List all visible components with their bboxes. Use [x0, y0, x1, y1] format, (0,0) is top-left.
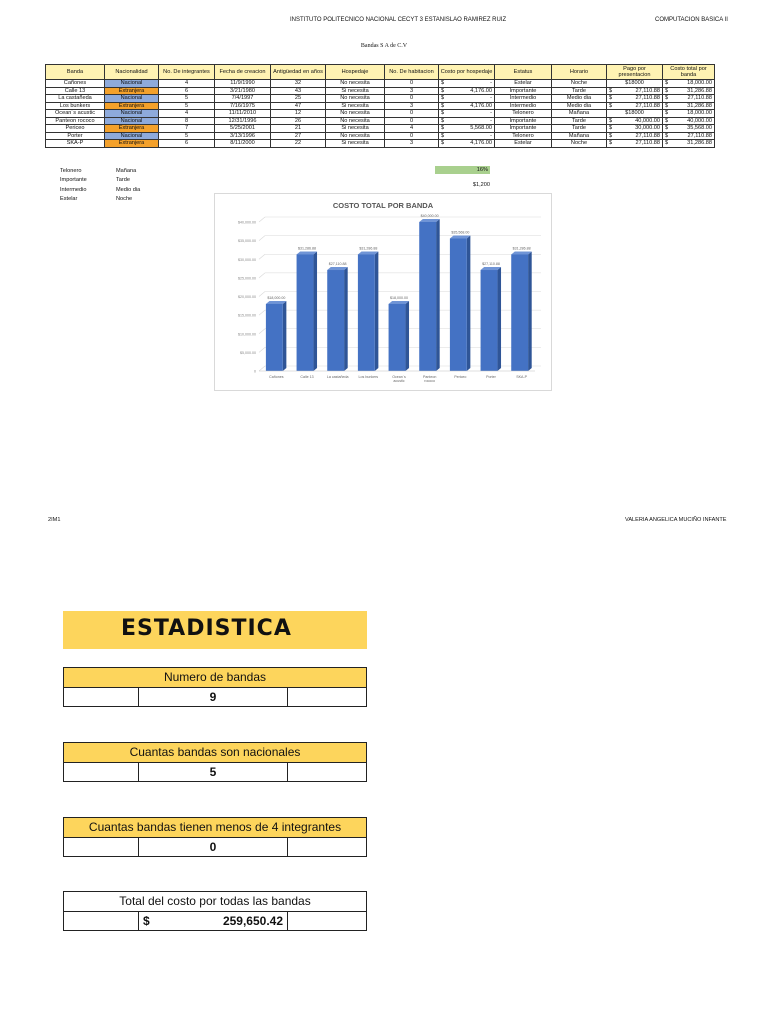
y-tick-label: $35,000.00: [238, 239, 256, 244]
cell-horario: Medio dia: [552, 95, 607, 103]
bar: [511, 254, 528, 371]
cell-hab: 3: [385, 140, 439, 148]
stat-small-bands: [63, 817, 367, 857]
cell-value: 18,000.00: [687, 110, 712, 116]
cell-estatus: Telonero: [495, 110, 552, 118]
cell-value: 4,176.00: [470, 140, 492, 146]
table-row: [46, 95, 715, 103]
cell-fecha: 11/11/2010: [215, 110, 271, 118]
bar-side: [528, 251, 532, 371]
cell-pago: $18000: [607, 110, 663, 118]
statistics-title: [63, 611, 367, 649]
currency-symbol: $: [665, 87, 669, 94]
cell-fecha: 7/16/1975: [215, 102, 271, 110]
grid-depth-line: [259, 273, 265, 278]
cell-costo: [439, 140, 495, 148]
cell-nac: Nacional: [105, 110, 159, 118]
bar-top: [266, 301, 286, 304]
currency-symbol: $: [609, 140, 613, 146]
cell-horario: Tarde: [552, 87, 607, 95]
cell-hab: 3: [385, 102, 439, 110]
cell-hosp: Si necesita: [326, 102, 385, 110]
cell-hosp: Si necesita: [326, 125, 385, 133]
column-header: Nacionalidad: [105, 65, 159, 80]
cell-fecha: 3/13/1996: [215, 132, 271, 140]
bar: [450, 239, 467, 371]
cell-pago: [607, 95, 663, 103]
cell-pago: $18000: [607, 80, 663, 88]
currency-symbol: $: [609, 95, 613, 101]
cell-hosp: Si necesita: [326, 87, 385, 95]
table-row: [46, 87, 715, 95]
bar: [297, 254, 314, 371]
legend-item: Medio dia: [116, 186, 141, 193]
currency-symbol: $: [665, 110, 669, 116]
currency-symbol: $: [609, 117, 613, 124]
y-tick-label: $30,000.00: [238, 257, 256, 262]
currency-symbol: $: [665, 95, 669, 101]
currency-symbol: $: [441, 102, 445, 109]
bar-side: [344, 267, 348, 371]
bar-side: [405, 301, 409, 371]
stat-label: Numero de bandas: [64, 668, 366, 688]
data-label: $18,000.00: [390, 295, 408, 300]
bar-top: [419, 219, 439, 222]
cell-pago: [607, 132, 663, 140]
cell-banda: La castañeda: [46, 95, 105, 103]
cell-horario: Medio dia: [552, 102, 607, 110]
cell-value: 5,568.00: [470, 125, 492, 131]
cell-hab: 3: [385, 87, 439, 95]
column-header: Costo total por banda: [663, 65, 715, 80]
cell-pago: [607, 87, 663, 95]
course-header: COMPUTACION BASICA II: [655, 17, 728, 23]
cell-banda: Cañones: [46, 80, 105, 88]
bar-side: [313, 251, 317, 371]
cell-banda: Calle 13: [46, 87, 105, 95]
cell-total: [663, 140, 715, 148]
bar-top: [327, 267, 347, 270]
legend-item: Telonero: [60, 168, 82, 174]
bar-side: [497, 267, 501, 371]
legend-item: Importante: [60, 177, 87, 184]
currency-symbol: $: [441, 87, 445, 94]
cell-estatus: Intermedio: [495, 102, 552, 110]
cell-pago: [607, 102, 663, 110]
cell-costo: [439, 102, 495, 110]
currency-symbol: $: [441, 125, 445, 131]
x-tick-label: Panteon rococo: [422, 375, 437, 384]
cell-hosp: No necesita: [326, 132, 385, 140]
y-tick-label: 0: [254, 369, 256, 374]
cell-int: 5: [159, 95, 215, 103]
bar: [389, 304, 406, 371]
cell-int: 5: [159, 102, 215, 110]
cell-costo: [439, 117, 495, 125]
cell-int: 6: [159, 87, 215, 95]
cell-pago: [607, 125, 663, 133]
cell-hosp: No necesita: [326, 80, 385, 88]
cell-estatus: Estelar: [495, 140, 552, 148]
legend-item: Estelar: [60, 195, 78, 202]
cell-nac: Nacional: [105, 95, 159, 103]
cell-value: 31,286.88: [687, 102, 712, 109]
cell-value: 27,110.88: [687, 132, 712, 139]
stat-number-of-bands: [63, 667, 367, 707]
currency-symbol: $: [665, 102, 669, 109]
stat-value: 0: [139, 838, 288, 856]
cell-total: [663, 125, 715, 133]
cell-value: 35,568.00: [687, 125, 712, 131]
cost-chart-svg: [215, 194, 551, 390]
bar-top: [358, 251, 378, 254]
x-tick-label: Ocean´s acustic: [392, 375, 406, 384]
column-header: Costo por hospedaje: [439, 65, 495, 80]
cell-ant: 12: [271, 110, 326, 118]
cell-banda: Porter: [46, 132, 105, 140]
cell-ant: 21: [271, 125, 326, 133]
cost-chart: [214, 193, 552, 391]
cell-costo: [439, 132, 495, 140]
cell-nac: Extranjera: [105, 87, 159, 95]
cell-int: 4: [159, 80, 215, 88]
cell-int: 7: [159, 125, 215, 133]
y-tick-label: $25,000.00: [238, 276, 256, 281]
cell-value: 27,110.88: [635, 87, 660, 94]
x-tick-label: Porter: [486, 375, 496, 379]
cell-ant: 32: [271, 80, 326, 88]
stat-national-bands: [63, 742, 367, 782]
total-amount: 259,650.42: [222, 914, 283, 928]
x-tick-label: SKA-P: [516, 375, 528, 379]
column-header: Hospedaje: [326, 65, 385, 80]
grid-depth-line: [259, 310, 265, 315]
table-row: [46, 80, 715, 88]
cell-fecha: 11/9/1990: [215, 80, 271, 88]
cell-total: [663, 80, 715, 88]
currency-symbol: $: [441, 117, 445, 124]
cell-value: 27,110.88: [635, 132, 660, 139]
table-header-row: [46, 65, 715, 80]
cell-horario: Noche: [552, 140, 607, 148]
column-header: No. De habitacion: [385, 65, 439, 80]
y-tick-label: $15,000.00: [238, 313, 256, 318]
group-label: 2IM1: [48, 517, 61, 523]
table-row: [46, 110, 715, 118]
stat-blank-cell: [288, 763, 366, 781]
bar: [419, 222, 436, 371]
cell-hab: 0: [385, 95, 439, 103]
currency-symbol: $: [609, 102, 613, 109]
cell-value: 27,110.88: [635, 102, 660, 109]
cell-hosp: No necesita: [326, 117, 385, 125]
cell-value: -: [490, 110, 492, 116]
cell-total: [663, 87, 715, 95]
cell-estatus: Importante: [495, 125, 552, 133]
bar-top: [511, 251, 531, 254]
bar-top: [297, 251, 317, 254]
data-label: $31,286.88: [359, 246, 378, 251]
grid-depth-line: [259, 217, 265, 222]
x-tick-label: Periceo: [454, 375, 467, 379]
currency-symbol: $: [441, 95, 445, 101]
schedule-legend: [116, 167, 140, 204]
cell-value: 4,176.00: [470, 102, 492, 109]
cell-pago: [607, 117, 663, 125]
x-tick-label: Calle 13: [300, 375, 314, 379]
stat-value: 9: [139, 688, 288, 706]
cell-hab: 0: [385, 132, 439, 140]
cell-banda: Periceo: [46, 125, 105, 133]
cell-value: 40,000.00: [687, 117, 712, 124]
cell-total: [663, 95, 715, 103]
bar: [327, 270, 344, 371]
cell-value: 4,176.00: [470, 87, 492, 94]
bar-top: [450, 236, 470, 239]
stat-blank-cell: [288, 912, 366, 930]
amount-cell: $1,200: [472, 182, 490, 188]
currency-symbol: $: [441, 110, 445, 116]
cell-costo: [439, 110, 495, 118]
data-label: $40,000.00: [420, 214, 439, 218]
y-tick-label: $10,000.00: [238, 332, 256, 337]
grid-depth-line: [259, 292, 265, 297]
cell-value: 27,110.88: [635, 95, 660, 101]
currency-symbol: $: [609, 125, 613, 131]
column-header: Antigüedad en años: [271, 65, 326, 80]
column-header: Banda: [46, 65, 105, 80]
cell-nac: Extranjera: [105, 125, 159, 133]
x-tick-label: Los bunkers: [358, 375, 379, 379]
cell-estatus: Importante: [495, 87, 552, 95]
data-label: $35,568.00: [451, 230, 470, 235]
cell-hosp: No necesita: [326, 95, 385, 103]
cell-nac: Nacional: [105, 80, 159, 88]
y-tick-label: $5,000.00: [240, 350, 256, 355]
grid-depth-line: [259, 254, 265, 259]
cell-hab: 0: [385, 80, 439, 88]
cell-costo: [439, 80, 495, 88]
cell-nac: Extranjera: [105, 140, 159, 148]
data-label: $18,000.00: [267, 295, 286, 300]
cell-ant: 43: [271, 87, 326, 95]
cell-hosp: No necesita: [326, 110, 385, 118]
stat-blank-cell: [64, 838, 139, 856]
cell-horario: Mañana: [552, 132, 607, 140]
statistics-title-text: ESTADISTICA: [121, 616, 292, 641]
cell-fecha: 3/21/1980: [215, 87, 271, 95]
author-name: VALERIA ANGELICA MUCIÑO INFANTE: [625, 517, 727, 523]
cell-value: 27,110.88: [687, 95, 712, 101]
legend-item: Noche: [116, 195, 133, 202]
bar: [481, 270, 498, 371]
cell-ant: 25: [271, 95, 326, 103]
cell-estatus: Telonero: [495, 132, 552, 140]
table-row: [46, 132, 715, 140]
sheet-subtitle: Bandas S A de C.V: [360, 43, 408, 49]
stat-value: 5: [139, 763, 288, 781]
bar-side: [283, 301, 287, 371]
bar-side: [436, 219, 440, 371]
legend-item: Tarde: [116, 177, 130, 184]
cell-value: 40,000.00: [635, 117, 660, 124]
cell-nac: Extranjera: [105, 102, 159, 110]
stat-label: Total del costo por todas las bandas: [64, 892, 366, 912]
cell-banda: SKA-P: [46, 140, 105, 148]
cell-hosp: Si necesita: [326, 140, 385, 148]
cell-value: -: [490, 80, 492, 86]
cell-value: 30,000.00: [635, 125, 660, 131]
bar: [358, 254, 375, 371]
cell-costo: [439, 125, 495, 133]
stat-blank-cell: [288, 838, 366, 856]
data-label: $27,110.88: [328, 262, 347, 267]
cell-banda: Panteon rococo: [46, 117, 105, 125]
legend-item: Intermedio: [60, 186, 87, 193]
cell-hab: 0: [385, 117, 439, 125]
currency-symbol: $: [441, 132, 445, 139]
currency-symbol: $: [143, 914, 150, 928]
currency-symbol: $: [609, 87, 613, 94]
currency-symbol: $: [441, 80, 445, 86]
legend-item: Mañana: [116, 168, 137, 174]
table-row: [46, 125, 715, 133]
percent-cell: 16%: [435, 166, 490, 174]
cell-int: 5: [159, 132, 215, 140]
x-tick-label: La castañeda: [326, 375, 349, 379]
cell-total: [663, 117, 715, 125]
y-tick-label: $40,000.00: [238, 220, 256, 225]
cell-int: 4: [159, 110, 215, 118]
stat-label: Cuantas bandas tienen menos de 4 integrantes: [64, 818, 366, 838]
cell-value: -: [490, 132, 492, 139]
cell-hab: 0: [385, 110, 439, 118]
cell-fecha: 5/25/2001: [215, 125, 271, 133]
currency-symbol: $: [665, 132, 669, 139]
cell-costo: [439, 95, 495, 103]
bands-table: [45, 64, 715, 148]
stat-value: [139, 912, 288, 930]
cell-ant: 22: [271, 140, 326, 148]
chart-title: COSTO TOTAL POR BANDA: [332, 201, 434, 210]
cell-ant: 27: [271, 132, 326, 140]
cell-fecha: 7/4/1997: [215, 95, 271, 103]
grid-depth-line: [259, 347, 265, 352]
cell-nac: Nacional: [105, 117, 159, 125]
cell-fecha: 8/11/2000: [215, 140, 271, 148]
bar: [266, 304, 283, 371]
cell-value: 27,110.88: [635, 140, 660, 146]
stat-blank-cell: [64, 912, 139, 930]
table-row: [46, 117, 715, 125]
column-header: Estatus: [495, 65, 552, 80]
cell-ant: 47: [271, 102, 326, 110]
bar-top: [481, 267, 501, 270]
cell-horario: Tarde: [552, 125, 607, 133]
currency-symbol: $: [665, 117, 669, 124]
bar-top: [389, 301, 409, 304]
status-legend: [60, 167, 87, 204]
cell-horario: Noche: [552, 80, 607, 88]
data-label: $31,286.88: [512, 246, 531, 251]
currency-symbol: $: [609, 132, 613, 139]
cell-pago: [607, 140, 663, 148]
table-row: [46, 140, 715, 148]
currency-symbol: $: [665, 80, 669, 86]
cell-horario: Mañana: [552, 110, 607, 118]
cell-nac: Nacional: [105, 132, 159, 140]
grid-depth-line: [259, 236, 265, 241]
cell-estatus: Estelar: [495, 80, 552, 88]
cell-costo: [439, 87, 495, 95]
currency-symbol: $: [665, 140, 669, 146]
stat-label: Cuantas bandas son nacionales: [64, 743, 366, 763]
cell-total: [663, 102, 715, 110]
currency-symbol: $: [665, 125, 669, 131]
column-header: Pago por presentacion: [607, 65, 663, 80]
x-tick-label: Cañones: [269, 375, 284, 379]
cell-value: 18,000.00: [687, 80, 712, 86]
table-row: [46, 102, 715, 110]
cell-fecha: 12/31/1996: [215, 117, 271, 125]
grid-depth-line: [259, 366, 265, 371]
bar-side: [375, 251, 379, 371]
cell-int: 6: [159, 140, 215, 148]
cell-estatus: Intermedio: [495, 95, 552, 103]
cell-value: -: [490, 95, 492, 101]
cell-value: 31,286.88: [687, 87, 712, 94]
data-label: $27,110.88: [482, 262, 500, 267]
y-tick-label: $20,000.00: [238, 295, 256, 299]
stat-blank-cell: [64, 688, 139, 706]
institute-header: INSTITUTO POLITECNICO NACIONAL CECYT 3 ESTANISLAO RAMIREZ RUIZ: [290, 17, 507, 23]
stat-blank-cell: [64, 763, 139, 781]
cell-value: 31,286.88: [687, 140, 712, 146]
cell-banda: Ocean´s acustic: [46, 110, 105, 118]
cell-total: [663, 132, 715, 140]
cell-int: 8: [159, 117, 215, 125]
column-header: No. De integrantes: [159, 65, 215, 80]
data-label: $31,286.88: [298, 246, 316, 251]
cell-banda: Los bunkers: [46, 102, 105, 110]
cell-estatus: Importante: [495, 117, 552, 125]
cell-total: [663, 110, 715, 118]
column-header: Horario: [552, 65, 607, 80]
cell-value: -: [490, 117, 492, 124]
grid-depth-line: [259, 329, 265, 334]
cell-horario: Tarde: [552, 117, 607, 125]
stat-blank-cell: [288, 688, 366, 706]
cell-ant: 26: [271, 117, 326, 125]
column-header: Fecha de creacion: [215, 65, 271, 80]
bar-side: [467, 236, 471, 371]
stat-total-cost: [63, 891, 367, 931]
cell-hab: 4: [385, 125, 439, 133]
currency-symbol: $: [441, 140, 445, 146]
